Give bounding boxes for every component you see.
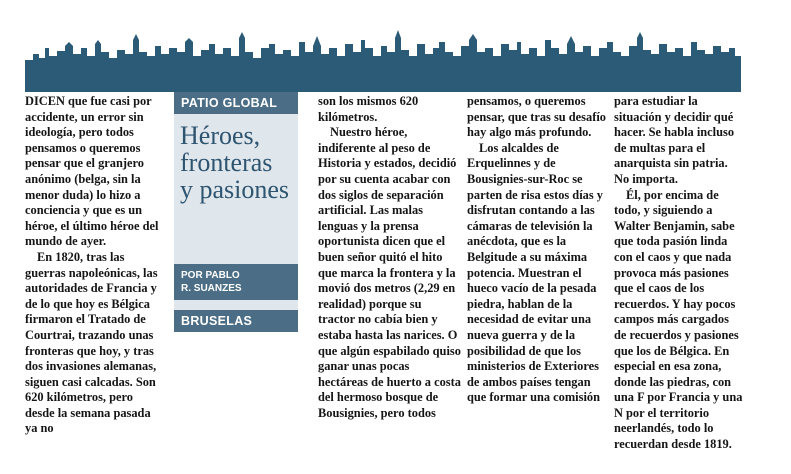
headline (180, 122, 296, 203)
article-paragraph: Los alcaldes de Erquelinnes y de Bousignies-sur-Roc se parten de risa estos días y disfrutan contando a las cámaras de televisión la anécdota, que es la Belgitude a su máxima potencia. Muestran el hueco vacío de la pesada piedra, hablan de la necesidad de evitar una nueva guerra y de la posibilidad de que los ministerios de Exteriores de ambos países tengan que formar una comisión (467, 140, 603, 405)
article-paragraph: son los mismos 620 kilómetros. (318, 94, 419, 124)
headline-box (174, 92, 298, 332)
article-paragraph: pensamos, o queremos pensar, que tras su desafío hay algo más profundo. (467, 94, 606, 140)
dateline: BRUSELAS (174, 310, 298, 332)
article-column-3 (467, 94, 610, 406)
headline-line-2: fronteras (180, 148, 273, 177)
headline-line-1: Héroes, (180, 121, 261, 150)
article-paragraph: para estudiar la situación y decidir qué hacer. Se habla incluso de multas para el anarquista sin patria. No importa. (614, 94, 735, 186)
byline-line-1: POR PABLO (181, 270, 240, 281)
article-paragraph: DICEN que fue casi por accidente, un error sin ideología, pero todos pensamos o queremos pensar que el granjero anónimo (belga, sin la menor duda) lo hizo a conciencia y que es un héroe, el último héroe del mundo de ayer. (25, 94, 159, 249)
city-skyline-icon (25, 18, 741, 92)
article-column-4 (614, 94, 744, 453)
byline-line-2: R. SUANZES (181, 283, 242, 294)
article-column-2 (318, 94, 461, 421)
section-label: PATIO GLOBAL (174, 92, 298, 114)
article-paragraph: Él, por encima de todo, y siguiendo a Walter Benjamin, sabe que toda pasión linda con el caos y que nada provoca más pasiones que el caos de los recuerdos. Y hay pocos campos más cargados de recuerdos y pasiones que los de Bélgica. En especial en esa zona, donde las piedras, con una F por Francia y una N por el territorio neerlandés, todo lo recuerdan desde 1819. (614, 187, 743, 452)
byline (174, 264, 298, 300)
article-paragraph: En 1820, tras las guerras napoleónicas, las autoridades de Francia y de lo que hoy es Bélgica firmaron el Tratado de Courtrai, trazando unas fronteras que hoy, y tras dos invasiones alemanas, siguen casi calcadas. Son 620 kilómetros, pero desde la semana pasada ya no (25, 249, 158, 436)
article-column-1 (25, 94, 165, 437)
headline-line-3: y pasiones (180, 175, 290, 204)
article-paragraph: Nuestro héroe, indiferente al peso de Historia y estados, decidió por su cuenta acabar con dos siglos de separación artificial. Las malas lenguas y la prensa oportunista dicen que el buen señor quitó el hito que marca la frontera y la movió dos metros (2,29 en realidad) porque su tractor no cabía bien y estaba hasta las narices. O que algún espabilado quiso ganar unas pocas hectáreas de huerto a costa del hermoso bosque de Bousignies, pero todos (318, 125, 461, 420)
